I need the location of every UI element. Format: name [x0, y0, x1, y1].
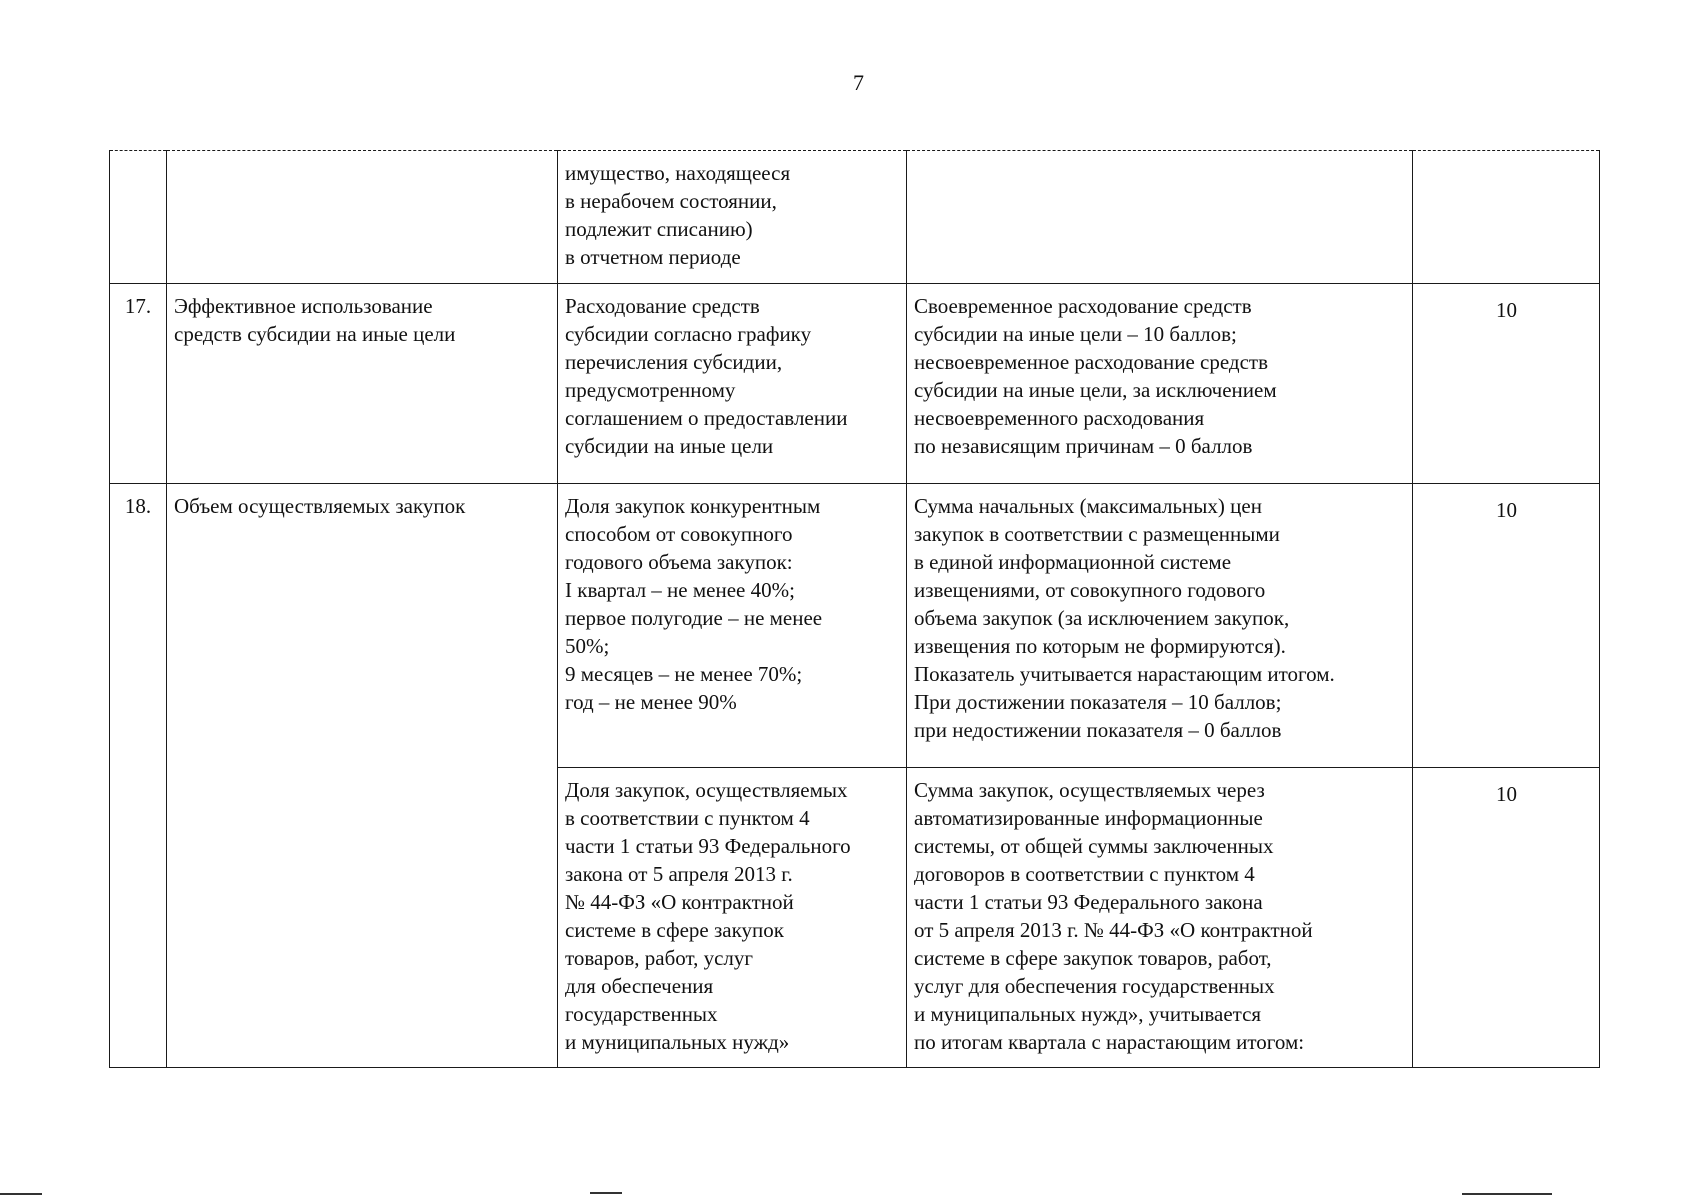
row-number-cell: 17.: [110, 284, 167, 484]
indicator-name-cell: Эффективное использование средств субсидии на иные цели: [167, 284, 558, 484]
table-row-17: [110, 284, 1600, 484]
scan-mark: [0, 1193, 42, 1195]
scan-mark: [590, 1192, 622, 1194]
score-cell: 10: [1413, 284, 1600, 484]
criteria-table: [109, 150, 1600, 1068]
criteria-cell: Своевременное расходование средств субсидии на иные цели – 10 баллов; несвоевременное расходование средств субсидии на иные цели, за исключением несвоевременного расходования по независящим причинам – 0 баллов: [907, 284, 1413, 484]
indicator-cell: Доля закупок конкурентным способом от совокупного годового объема закупок: I квартал – не менее 40%; первое полугодие – не менее 50%; 9 месяцев – не менее 70%; год – не менее 90%: [558, 484, 907, 768]
criteria-cell: Сумма закупок, осуществляемых через автоматизированные информационные системы, от общей суммы заключенных договоров в соответствии с пунктом 4 части 1 статьи 93 Федерального закона от 5 апреля 2013 г. № 44-ФЗ «О контрактной системе в сфере закупок товаров, работ, услуг для обеспечения государственных и муниципальных нужд», учитывается по итогам квартала с нарастающим итогом:: [907, 768, 1413, 1068]
scan-artifacts: [0, 1185, 1697, 1200]
row-number-cell: [110, 151, 167, 284]
table-row-18: [110, 484, 1600, 768]
page-number: 7: [853, 70, 864, 95]
indicator-cell: Расходование средств субсидии согласно графику перечисления субсидии, предусмотренному соглашением о предоставлении субсидии на иные цели: [558, 284, 907, 484]
row-number-cell: 18.: [110, 484, 167, 1068]
indicator-name-cell: Объем осуществляемых закупок: [167, 484, 558, 1068]
score-cell: 10: [1413, 484, 1600, 768]
table-row-continuation: [110, 151, 1600, 284]
indicator-cell: имущество, находящееся в нерабочем состоянии, подлежит списанию) в отчетном периоде: [558, 151, 907, 284]
indicator-cell: Доля закупок, осуществляемых в соответствии с пунктом 4 части 1 статьи 93 Федерального закона от 5 апреля 2013 г. № 44-ФЗ «О контрактной системе в сфере закупок товаров, работ, услуг для обеспечения государственных и муниципальных нужд»: [558, 768, 907, 1068]
indicator-name-cell: [167, 151, 558, 284]
score-cell: [1413, 151, 1600, 284]
criteria-cell: [907, 151, 1413, 284]
scan-mark: [1462, 1193, 1552, 1195]
score-cell: 10: [1413, 768, 1600, 1068]
criteria-cell: Сумма начальных (максимальных) цен закупок в соответствии с размещенными в единой информационной системе извещениями, от совокупного годового объема закупок (за исключением закупок, извещения по которым не формируются). Показатель учитывается нарастающим итогом. При достижении показателя – 10 баллов; при недостижении показателя – 0 баллов: [907, 484, 1413, 768]
